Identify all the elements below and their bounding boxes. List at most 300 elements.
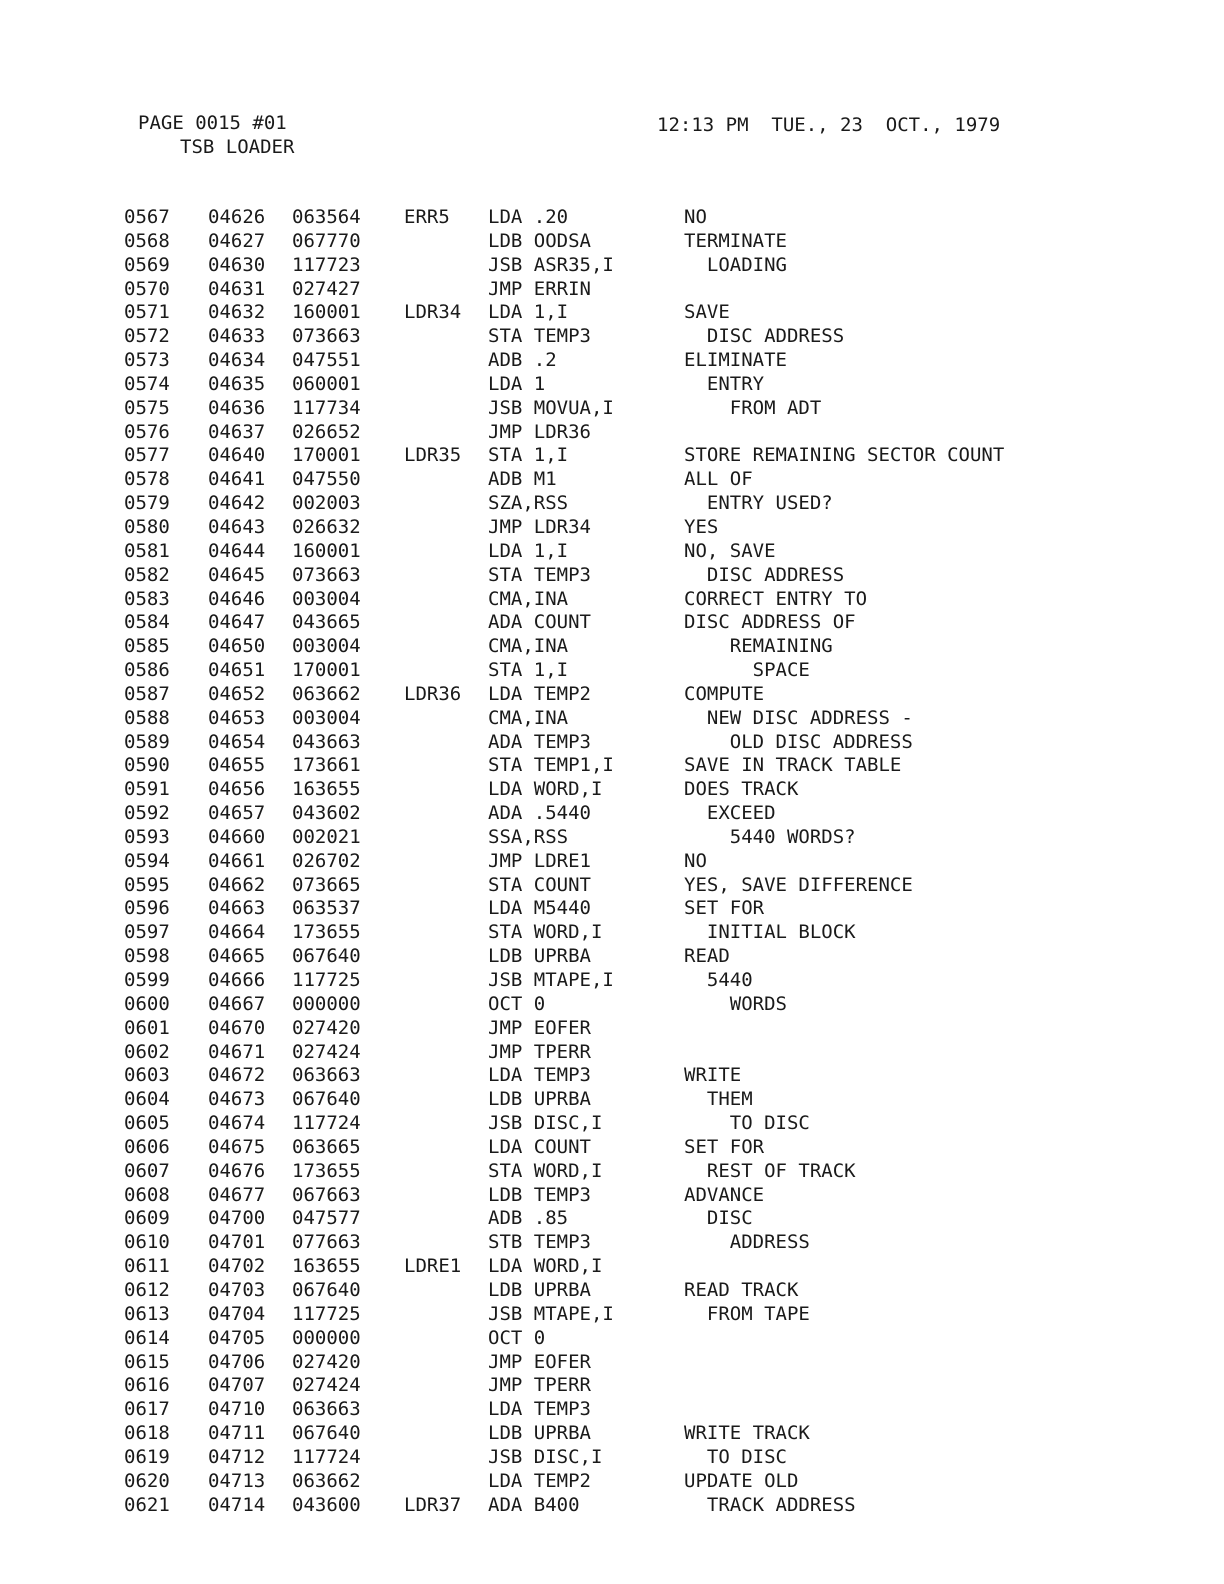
object-code: 160001 — [292, 539, 361, 562]
line-number: 0595 — [124, 873, 170, 896]
comment: SET FOR — [684, 897, 765, 920]
memory-address: 04676 — [208, 1159, 266, 1182]
line-number: 0619 — [124, 1445, 170, 1468]
line-number: 0579 — [124, 492, 170, 515]
comment: COMPUTE — [684, 682, 765, 705]
memory-address: 04711 — [208, 1422, 266, 1445]
object-code: 002021 — [292, 825, 361, 848]
line-number: 0615 — [124, 1350, 170, 1373]
listing-row — [124, 634, 1104, 658]
object-code: 067640 — [292, 945, 361, 968]
instruction: LDA WORD,I — [488, 1255, 603, 1278]
listing-row — [124, 539, 1104, 563]
line-number: 0588 — [124, 706, 170, 729]
comment: UPDATE OLD — [684, 1469, 799, 1492]
object-code: 043665 — [292, 611, 361, 634]
memory-address: 04707 — [208, 1374, 266, 1397]
object-code: 003004 — [292, 706, 361, 729]
line-number: 0578 — [124, 468, 170, 491]
instruction: SSA,RSS — [488, 825, 569, 848]
memory-address: 04654 — [208, 730, 266, 753]
object-code: 063564 — [292, 206, 361, 228]
line-number: 0594 — [124, 849, 170, 872]
line-number: 0612 — [124, 1278, 170, 1301]
comment: NO — [684, 206, 707, 228]
listing-row — [124, 1469, 1104, 1493]
object-code: 063663 — [292, 1398, 361, 1421]
listing-row — [124, 825, 1104, 849]
instruction: CMA,INA — [488, 635, 569, 658]
memory-address: 04630 — [208, 253, 266, 276]
object-code: 003004 — [292, 635, 361, 658]
object-code: 170001 — [292, 444, 361, 467]
listing-row — [124, 1111, 1104, 1135]
comment: TO DISC — [684, 1445, 787, 1468]
statement-label: LDR36 — [404, 682, 462, 705]
object-code: 067640 — [292, 1422, 361, 1445]
statement-label: ERR5 — [404, 206, 450, 228]
listing-row — [124, 1230, 1104, 1254]
line-number: 0589 — [124, 730, 170, 753]
object-code: 173661 — [292, 754, 361, 777]
listing-row — [124, 1063, 1104, 1087]
line-number: 0587 — [124, 682, 170, 705]
memory-address: 04641 — [208, 468, 266, 491]
comment: NO — [684, 849, 707, 872]
instruction: LDA TEMP2 — [488, 682, 591, 705]
line-number: 0586 — [124, 659, 170, 682]
listing-row — [124, 348, 1104, 372]
listing-row — [124, 1040, 1104, 1064]
instruction: STA WORD,I — [488, 921, 603, 944]
listing-row — [124, 1159, 1104, 1183]
memory-address: 04653 — [208, 706, 266, 729]
comment: SAVE — [684, 301, 730, 324]
object-code: 170001 — [292, 659, 361, 682]
instruction: JMP TPERR — [488, 1040, 591, 1063]
line-number: 0613 — [124, 1302, 170, 1325]
line-number: 0610 — [124, 1231, 170, 1254]
listing-row — [124, 920, 1104, 944]
listing-row — [124, 1445, 1104, 1469]
listing-row — [124, 1302, 1104, 1326]
listing-row — [124, 992, 1104, 1016]
listing-row — [124, 1254, 1104, 1278]
object-code: 067640 — [292, 1278, 361, 1301]
statement-label: LDRE1 — [404, 1255, 462, 1278]
line-number: 0584 — [124, 611, 170, 634]
line-number: 0580 — [124, 515, 170, 538]
line-number: 0581 — [124, 539, 170, 562]
comment: ENTRY USED? — [684, 492, 833, 515]
memory-address: 04660 — [208, 825, 266, 848]
listing-row — [124, 1206, 1104, 1230]
comment: DOES TRACK — [684, 778, 799, 801]
instruction: LDA TEMP3 — [488, 1064, 591, 1087]
listing-row — [124, 1350, 1104, 1374]
line-number: 0597 — [124, 921, 170, 944]
instruction: ADA TEMP3 — [488, 730, 591, 753]
line-number: 0602 — [124, 1040, 170, 1063]
instruction: SZA,RSS — [488, 492, 569, 515]
instruction: LDA COUNT — [488, 1135, 591, 1158]
instruction: CMA,INA — [488, 706, 569, 729]
listing-row — [124, 467, 1104, 491]
print-timestamp: 12:13 PM TUE., 23 OCT., 1979 — [657, 114, 1001, 136]
memory-address: 04661 — [208, 849, 266, 872]
listing-row — [124, 372, 1104, 396]
memory-address: 04673 — [208, 1088, 266, 1111]
memory-address: 04633 — [208, 325, 266, 348]
listing-row — [124, 1493, 1104, 1517]
object-code: 063537 — [292, 897, 361, 920]
object-code: 043600 — [292, 1493, 361, 1516]
instruction: JSB DISC,I — [488, 1112, 603, 1135]
instruction: OCT 0 — [488, 992, 546, 1015]
object-code: 117725 — [292, 1302, 361, 1325]
listing-row — [124, 420, 1104, 444]
object-code: 067663 — [292, 1183, 361, 1206]
object-code: 173655 — [292, 921, 361, 944]
memory-address: 04646 — [208, 587, 266, 610]
object-code: 117724 — [292, 1445, 361, 1468]
memory-address: 04647 — [208, 611, 266, 634]
object-code: 026652 — [292, 420, 361, 443]
listing-row — [124, 443, 1104, 467]
comment: DISC ADDRESS OF — [684, 611, 856, 634]
comment: NO, SAVE — [684, 539, 776, 562]
comment: REMAINING — [684, 635, 833, 658]
line-number: 0569 — [124, 253, 170, 276]
instruction: JSB DISC,I — [488, 1445, 603, 1468]
instruction: LDA .20 — [488, 206, 569, 228]
listing-row — [124, 706, 1104, 730]
instruction: ADA B400 — [488, 1493, 580, 1516]
memory-address: 04677 — [208, 1183, 266, 1206]
comment: WRITE — [684, 1064, 742, 1087]
line-number: 0583 — [124, 587, 170, 610]
instruction: ADB .85 — [488, 1207, 569, 1230]
line-number: 0621 — [124, 1493, 170, 1516]
line-number: 0575 — [124, 396, 170, 419]
object-code: 000000 — [292, 992, 361, 1015]
line-number: 0606 — [124, 1135, 170, 1158]
line-number: 0605 — [124, 1112, 170, 1135]
line-number: 0617 — [124, 1398, 170, 1421]
instruction: LDB UPRBA — [488, 1278, 591, 1301]
line-number: 0574 — [124, 372, 170, 395]
object-code: 027424 — [292, 1374, 361, 1397]
memory-address: 04671 — [208, 1040, 266, 1063]
memory-address: 04663 — [208, 897, 266, 920]
instruction: ADA COUNT — [488, 611, 591, 634]
object-code: 163655 — [292, 778, 361, 801]
memory-address: 04652 — [208, 682, 266, 705]
comment: DISC ADDRESS — [684, 325, 845, 348]
memory-address: 04662 — [208, 873, 266, 896]
comment: READ TRACK — [684, 1278, 799, 1301]
comment: ADDRESS — [684, 1231, 810, 1254]
object-code: 043663 — [292, 730, 361, 753]
object-code: 043602 — [292, 802, 361, 825]
listing-row — [124, 1135, 1104, 1159]
memory-address: 04656 — [208, 778, 266, 801]
listing-row — [124, 1087, 1104, 1111]
memory-address: 04701 — [208, 1231, 266, 1254]
memory-address: 04672 — [208, 1064, 266, 1087]
memory-address: 04710 — [208, 1398, 266, 1421]
line-number: 0607 — [124, 1159, 170, 1182]
line-number: 0567 — [124, 206, 170, 228]
comment: ALL OF — [684, 468, 753, 491]
line-number: 0596 — [124, 897, 170, 920]
object-code: 027424 — [292, 1040, 361, 1063]
object-code: 027420 — [292, 1016, 361, 1039]
comment: OLD DISC ADDRESS — [684, 730, 913, 753]
listing-row — [124, 324, 1104, 348]
memory-address: 04627 — [208, 229, 266, 252]
memory-address: 04674 — [208, 1112, 266, 1135]
object-code: 117725 — [292, 969, 361, 991]
memory-address: 04675 — [208, 1135, 266, 1158]
comment: ADVANCE — [684, 1183, 765, 1206]
object-code: 000000 — [292, 1326, 361, 1349]
instruction: LDB UPRBA — [488, 1422, 591, 1445]
comment: WRITE TRACK — [684, 1422, 810, 1445]
listing-row — [124, 944, 1104, 968]
listing-row — [124, 873, 1104, 897]
comment: TO DISC — [684, 1112, 810, 1135]
instruction: LDB UPRBA — [488, 945, 591, 968]
statement-label: LDR34 — [404, 301, 462, 324]
comment: CORRECT ENTRY TO — [684, 587, 868, 610]
memory-address: 04626 — [208, 206, 266, 228]
memory-address: 04632 — [208, 301, 266, 324]
memory-address: 04704 — [208, 1302, 266, 1325]
comment: SET FOR — [684, 1135, 765, 1158]
object-code: 117723 — [292, 253, 361, 276]
object-code: 047577 — [292, 1207, 361, 1230]
object-code: 002003 — [292, 492, 361, 515]
listing-row — [124, 515, 1104, 539]
object-code: 163655 — [292, 1255, 361, 1278]
object-code: 047551 — [292, 349, 361, 372]
object-code: 060001 — [292, 372, 361, 395]
instruction: STB TEMP3 — [488, 1231, 591, 1254]
line-number: 0591 — [124, 778, 170, 801]
listing-row — [124, 253, 1104, 277]
object-code: 160001 — [292, 301, 361, 324]
comment: FROM ADT — [684, 396, 822, 419]
listing-row — [124, 1183, 1104, 1207]
listing-row — [124, 801, 1104, 825]
instruction: LDA M5440 — [488, 897, 591, 920]
object-code: 026702 — [292, 849, 361, 872]
statement-label: LDR35 — [404, 444, 462, 467]
line-number: 0573 — [124, 349, 170, 372]
listing-row — [124, 1278, 1104, 1302]
line-number: 0620 — [124, 1469, 170, 1492]
memory-address: 04637 — [208, 420, 266, 443]
listing-row — [124, 682, 1104, 706]
listing-row — [124, 300, 1104, 324]
comment: 5440 WORDS? — [684, 825, 856, 848]
comment: ENTRY — [684, 372, 765, 395]
memory-address: 04713 — [208, 1469, 266, 1492]
comment: REST OF TRACK — [684, 1159, 856, 1182]
statement-label: LDR37 — [404, 1493, 462, 1516]
line-number: 0570 — [124, 277, 170, 300]
listing-row — [124, 396, 1104, 420]
listing-row — [124, 587, 1104, 611]
instruction: ADA .5440 — [488, 802, 591, 825]
line-number: 0616 — [124, 1374, 170, 1397]
line-number: 0572 — [124, 325, 170, 348]
instruction: LDA WORD,I — [488, 778, 603, 801]
memory-address: 04645 — [208, 563, 266, 586]
listing-row — [124, 205, 1104, 229]
listing-row — [124, 777, 1104, 801]
listing-row — [124, 1016, 1104, 1040]
instruction: STA TEMP1,I — [488, 754, 614, 777]
listing-row — [124, 849, 1104, 873]
line-number: 0576 — [124, 420, 170, 443]
memory-address: 04640 — [208, 444, 266, 467]
memory-address: 04714 — [208, 1493, 266, 1516]
line-number: 0599 — [124, 969, 170, 991]
listing-row — [124, 1326, 1104, 1350]
line-number: 0568 — [124, 229, 170, 252]
instruction: JMP TPERR — [488, 1374, 591, 1397]
line-number: 0577 — [124, 444, 170, 467]
instruction: LDA TEMP3 — [488, 1398, 591, 1421]
instruction: JSB MOVUA,I — [488, 396, 614, 419]
comment: EXCEED — [684, 802, 776, 825]
instruction: JSB ASR35,I — [488, 253, 614, 276]
instruction: CMA,INA — [488, 587, 569, 610]
listing-row — [124, 563, 1104, 587]
memory-address: 04705 — [208, 1326, 266, 1349]
memory-address: 04642 — [208, 492, 266, 515]
object-code: 117734 — [292, 396, 361, 419]
line-number: 0601 — [124, 1016, 170, 1039]
listing-row — [124, 1397, 1104, 1421]
comment: DISC — [684, 1207, 753, 1230]
line-number: 0571 — [124, 301, 170, 324]
comment: READ — [684, 945, 730, 968]
memory-address: 04712 — [208, 1445, 266, 1468]
memory-address: 04664 — [208, 921, 266, 944]
object-code: 073663 — [292, 325, 361, 348]
memory-address: 04635 — [208, 372, 266, 395]
memory-address: 04655 — [208, 754, 266, 777]
instruction: ADB .2 — [488, 349, 557, 372]
listing-row — [124, 277, 1104, 301]
comment: THEM — [684, 1088, 753, 1111]
listing-row — [124, 658, 1104, 682]
line-number: 0600 — [124, 992, 170, 1015]
comment: YES — [684, 515, 719, 538]
listing-row — [124, 1421, 1104, 1445]
instruction: LDB OODSA — [488, 229, 591, 252]
object-code: 063662 — [292, 1469, 361, 1492]
listing-row — [124, 896, 1104, 920]
line-number: 0618 — [124, 1422, 170, 1445]
line-number: 0585 — [124, 635, 170, 658]
memory-address: 04631 — [208, 277, 266, 300]
memory-address: 04644 — [208, 539, 266, 562]
object-code: 063665 — [292, 1135, 361, 1158]
object-code: 067770 — [292, 229, 361, 252]
object-code: 027427 — [292, 277, 361, 300]
comment: 5440 — [684, 969, 753, 991]
object-code: 063663 — [292, 1064, 361, 1087]
instruction: JMP LDR36 — [488, 420, 591, 443]
line-number: 0614 — [124, 1326, 170, 1349]
listing-row — [124, 730, 1104, 754]
line-number: 0593 — [124, 825, 170, 848]
instruction: JMP EOFER — [488, 1016, 591, 1039]
instruction: LDA 1,I — [488, 301, 569, 324]
instruction: LDA TEMP2 — [488, 1469, 591, 1492]
line-number: 0603 — [124, 1064, 170, 1087]
page-number: PAGE 0015 #01 — [138, 112, 287, 134]
line-number: 0592 — [124, 802, 170, 825]
instruction: LDB TEMP3 — [488, 1183, 591, 1206]
listing-row — [124, 1373, 1104, 1397]
comment: YES, SAVE DIFFERENCE — [684, 873, 913, 896]
memory-address: 04670 — [208, 1016, 266, 1039]
program-title: TSB LOADER — [180, 136, 295, 158]
comment: FROM TAPE — [684, 1302, 810, 1325]
memory-address: 04657 — [208, 802, 266, 825]
comment: TRACK ADDRESS — [684, 1493, 856, 1516]
memory-address: 04650 — [208, 635, 266, 658]
memory-address: 04667 — [208, 992, 266, 1015]
memory-address: 04702 — [208, 1255, 266, 1278]
comment: SPACE — [684, 659, 810, 682]
instruction: STA WORD,I — [488, 1159, 603, 1182]
object-code: 063662 — [292, 682, 361, 705]
line-number: 0608 — [124, 1183, 170, 1206]
instruction: OCT 0 — [488, 1326, 546, 1349]
instruction: STA TEMP3 — [488, 563, 591, 586]
comment: SAVE IN TRACK TABLE — [684, 754, 902, 777]
instruction: JSB MTAPE,I — [488, 1302, 614, 1325]
object-code: 117724 — [292, 1112, 361, 1135]
line-number: 0611 — [124, 1255, 170, 1278]
instruction: JMP ERRIN — [488, 277, 591, 300]
comment: LOADING — [684, 253, 787, 276]
instruction: LDA 1 — [488, 372, 546, 395]
memory-address: 04651 — [208, 659, 266, 682]
memory-address: 04643 — [208, 515, 266, 538]
instruction: JMP LDRE1 — [488, 849, 591, 872]
memory-address: 04666 — [208, 969, 266, 991]
line-number: 0604 — [124, 1088, 170, 1111]
instruction: JMP LDR34 — [488, 515, 591, 538]
memory-address: 04700 — [208, 1207, 266, 1230]
line-number: 0598 — [124, 945, 170, 968]
comment: WORDS — [684, 992, 787, 1015]
listing-row — [124, 610, 1104, 634]
listing-row — [124, 491, 1104, 515]
memory-address: 04636 — [208, 396, 266, 419]
assembly-listing — [124, 205, 1104, 1516]
comment: NEW DISC ADDRESS - — [684, 706, 913, 729]
memory-address: 04665 — [208, 945, 266, 968]
instruction: STA 1,I — [488, 444, 569, 467]
